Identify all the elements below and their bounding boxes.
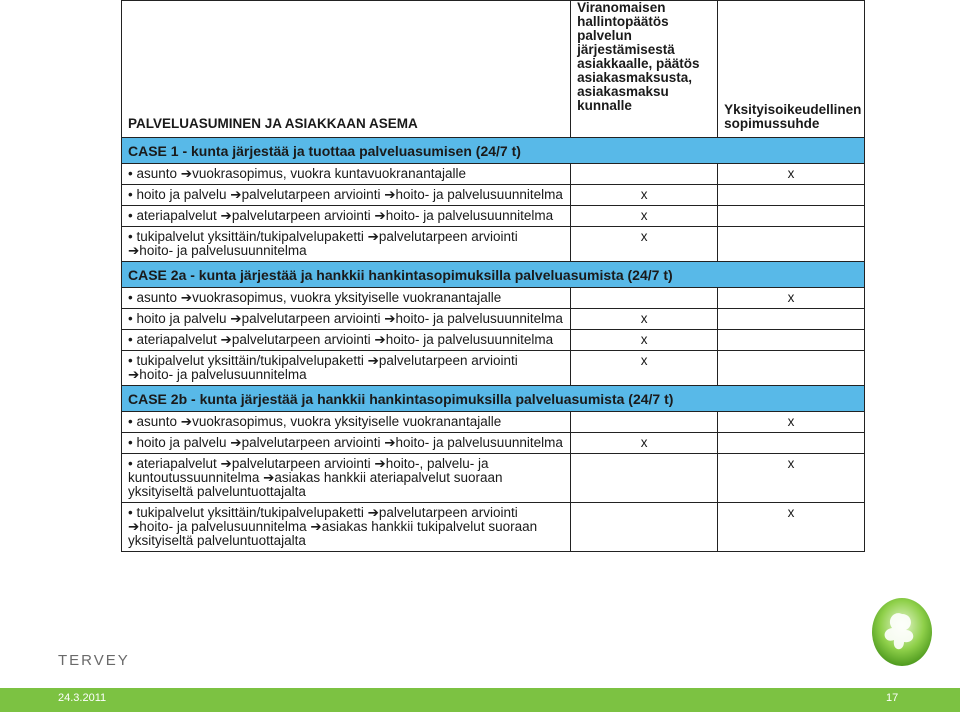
contract-mark <box>718 330 865 351</box>
authority-mark <box>571 164 718 185</box>
row-description: • ateriapalvelut ➔palvelutarpeen arviointi ➔hoito- ja palvelusuunnitelma <box>122 206 571 227</box>
table-row <box>122 164 865 185</box>
authority-mark: x <box>571 227 718 262</box>
authority-mark <box>571 412 718 433</box>
table-body <box>122 138 865 552</box>
authority-mark: x <box>571 433 718 454</box>
page-number: 17 <box>886 692 899 704</box>
authority-mark <box>571 454 718 503</box>
table-row <box>122 412 865 433</box>
row-description: • asunto ➔vuokrasopimus, vuokra kuntavuokranantajalle <box>122 164 571 185</box>
row-description: • hoito ja palvelu ➔palvelutarpeen arviointi ➔hoito- ja palvelusuunnitelma <box>122 185 571 206</box>
contract-mark <box>718 206 865 227</box>
authority-mark <box>571 288 718 309</box>
authority-mark: x <box>571 206 718 227</box>
table-row <box>122 433 865 454</box>
contract-mark: x <box>718 454 865 503</box>
row-description: • hoito ja palvelu ➔palvelutarpeen arviointi ➔hoito- ja palvelusuunnitelma <box>122 309 571 330</box>
case-title: CASE 2b - kunta järjestää ja hankkii hankintasopimuksilla palveluasumista (24/7 t) <box>122 386 865 412</box>
contract-mark <box>718 185 865 206</box>
contract-mark <box>718 433 865 454</box>
header-private-contract: Yksityisoikeudellinen sopimussuhde <box>718 1 865 138</box>
authority-mark: x <box>571 330 718 351</box>
case-header-row <box>122 262 865 288</box>
case-header-row <box>122 138 865 164</box>
table-row <box>122 206 865 227</box>
row-description: • asunto ➔vuokrasopimus, vuokra yksityiselle vuokranantajalle <box>122 412 571 433</box>
row-description: • hoito ja palvelu ➔palvelutarpeen arviointi ➔hoito- ja palvelusuunnitelma <box>122 433 571 454</box>
row-description: • asunto ➔vuokrasopimus, vuokra yksityiselle vuokranantajalle <box>122 288 571 309</box>
authority-mark: x <box>571 351 718 386</box>
footer-bar <box>0 688 960 712</box>
table-row <box>122 288 865 309</box>
authority-mark <box>571 503 718 552</box>
contract-mark: x <box>718 503 865 552</box>
table-row <box>122 503 865 552</box>
contract-mark: x <box>718 164 865 185</box>
clover-logo-icon <box>868 596 934 672</box>
row-description: • ateriapalvelut ➔palvelutarpeen arviointi ➔hoito- ja palvelusuunnitelma <box>122 330 571 351</box>
contract-mark: x <box>718 412 865 433</box>
table-row <box>122 309 865 330</box>
case-title: CASE 1 - kunta järjestää ja tuottaa palveluasumisen (24/7 t) <box>122 138 865 164</box>
brand-text: TERVEY <box>58 652 130 669</box>
contract-mark <box>718 309 865 330</box>
document-table-image <box>113 0 869 712</box>
case-header-row <box>122 386 865 412</box>
table-header-row <box>122 1 865 138</box>
header-authority-decision: Viranomaisen hallintopäätös palvelun järjestämisestä asiakkaalle, päätös asiakasmaksusta, asiakasmaksu kunnalle <box>571 1 718 138</box>
table-row <box>122 227 865 262</box>
service-housing-table <box>121 0 865 552</box>
table-row <box>122 185 865 206</box>
header-main: PALVELUASUMINEN JA ASIAKKAAN ASEMA <box>122 1 571 138</box>
row-description: • tukipalvelut yksittäin/tukipalvelupaketti ➔palvelutarpeen arviointi ➔hoito- ja palvelusuunnitelma <box>122 227 571 262</box>
case-title: CASE 2a - kunta järjestää ja hankkii hankintasopimuksilla palveluasumista (24/7 t) <box>122 262 865 288</box>
authority-mark: x <box>571 309 718 330</box>
row-description: • tukipalvelut yksittäin/tukipalvelupaketti ➔palvelutarpeen arviointi ➔hoito- ja palvelusuunnitelma <box>122 351 571 386</box>
row-description: • ateriapalvelut ➔palvelutarpeen arviointi ➔hoito-, palvelu- ja kuntoutussuunnitelma ➔asiakas hankkii ateriapalvelut suoraan yksityiseltä palveluntuottajalta <box>122 454 571 503</box>
table-row <box>122 454 865 503</box>
table-row <box>122 330 865 351</box>
authority-mark: x <box>571 185 718 206</box>
row-description: • tukipalvelut yksittäin/tukipalvelupaketti ➔palvelutarpeen arviointi ➔hoito- ja palvelusuunnitelma ➔asiakas hankkii tukipalvelut suoraan yksityiseltä palveluntuottajalta <box>122 503 571 552</box>
contract-mark <box>718 227 865 262</box>
footer-date: 24.3.2011 <box>58 692 107 704</box>
contract-mark <box>718 351 865 386</box>
contract-mark: x <box>718 288 865 309</box>
table-row <box>122 351 865 386</box>
